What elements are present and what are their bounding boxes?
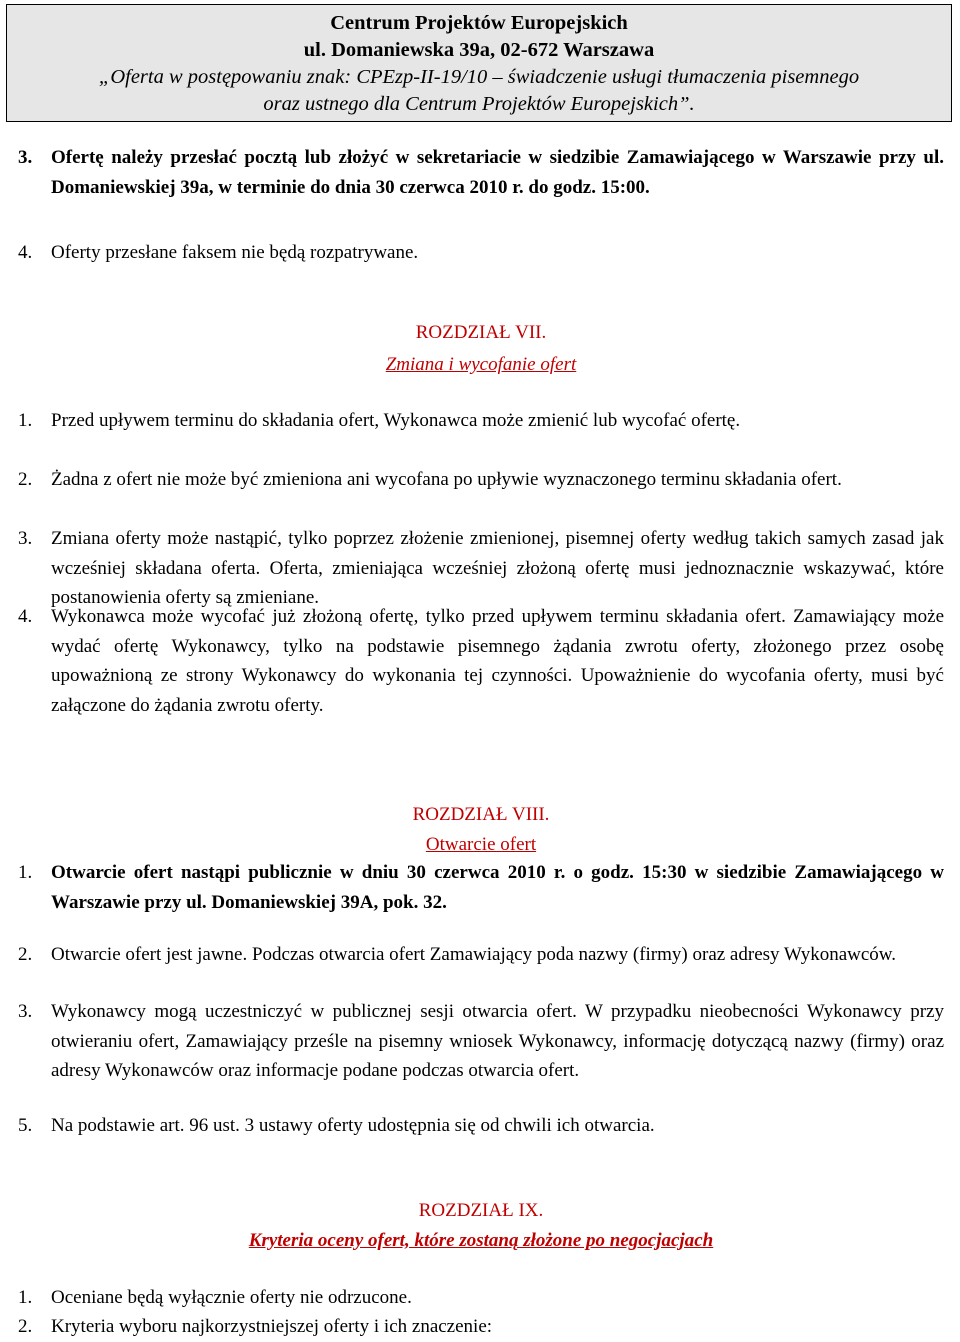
list-item: 1. Oceniane będą wyłącznie oferty nie odrzucone.: [18, 1287, 412, 1308]
list-item: 1. Otwarcie ofert nastąpi publicznie w dniu 30 czerwca 2010 r. o godz. 15:30 w siedzibie Zamawiającego w Warszawie przy ul. Domaniewskiej 39A, pok. 32.: [18, 862, 944, 913]
header-organization: Centrum Projektów Europejskich: [330, 12, 628, 34]
chapter-title: ROZDZIAŁ VII.: [415, 322, 547, 343]
list-item: 3. Zmiana oferty może nastąpić, tylko poprzez złożenie zmienionej, pisemnej oferty według takich samych zasad jak wcześniej składana oferta. Oferta, zmieniająca wcześniej złożoną ofertę musi jednoznacznie wskazywać, które postanowienia oferty są zmieniane.: [18, 528, 944, 608]
header-offer-reference: „Oferta w postępowaniu znak: CPEzp-II-19/10 – świadczenie usługi tłumaczenia pisemnego: [98, 66, 860, 88]
chapter-subtitle: Kryteria oceny ofert, które zostaną złożone po negocjacjach: [248, 1230, 714, 1251]
list-item: 3. Ofertę należy przesłać pocztą lub złożyć w sekretariacie w siedzibie Zamawiającego w Warszawie przy ul. Domaniewskiej 39a, w terminie do dnia 30 czerwca 2010 r. do godz. 15:00.: [18, 147, 944, 198]
list-item: 1. Przed upływem terminu do składania ofert, Wykonawca może zmienić lub wycofać ofertę.: [18, 410, 741, 431]
chapter-title: ROZDZIAŁ VIII.: [412, 804, 550, 825]
header-offer-reference-cont: oraz ustnego dla Centrum Projektów Europejskich”.: [263, 93, 695, 115]
list-item: 2. Żadna z ofert nie może być zmieniona ani wycofana po upływie wyznaczonego terminu składania ofert.: [18, 469, 842, 490]
chapter-subtitle: Zmiana i wycofanie ofert: [385, 354, 577, 375]
chapter-subtitle: Otwarcie ofert: [425, 834, 537, 855]
list-item: 2. Kryteria wyboru najkorzystniejszej oferty i ich znaczenie:: [18, 1316, 493, 1337]
header-address: ul. Domaniewska 39a, 02-672 Warszawa: [303, 39, 655, 61]
list-item: 4. Wykonawca może wycofać już złożoną ofertę, tylko przed upływem terminu składania ofert. Zamawiający może wydać ofertę Wykonawcy, tylko na podstawie pisemnego żądania zwrotu oferty, złożonego przez osobę upoważnioną ze strony Wykonawcy do wykonania tej czynności. Upoważnienie do wycofania oferty, musi być załączone do żądania zwrotu oferty.: [18, 606, 944, 716]
list-item: 4. Oferty przesłane faksem nie będą rozpatrywane.: [18, 242, 419, 263]
list-item: 3. Wykonawcy mogą uczestniczyć w publicznej sesji otwarcia ofert. W przypadku nieobecności Wykonawcy przy otwieraniu ofert, Zamawiający prześle na pisemny wniosek Wykonawcy, informację dotyczącą nazwy (firmy) oraz adresy Wykonawców oraz informacje podane podczas otwarcia ofert.: [18, 1001, 944, 1081]
list-item: 2. Otwarcie ofert jest jawne. Podczas otwarcia ofert Zamawiający poda nazwy (firmy) oraz adresy Wykonawców.: [18, 944, 897, 965]
chapter-title: ROZDZIAŁ IX.: [418, 1200, 544, 1221]
document-header-box: [6, 4, 952, 122]
list-item: 5. Na podstawie art. 96 ust. 3 ustawy oferty udostępnia się od chwili ich otwarcia.: [18, 1115, 655, 1136]
